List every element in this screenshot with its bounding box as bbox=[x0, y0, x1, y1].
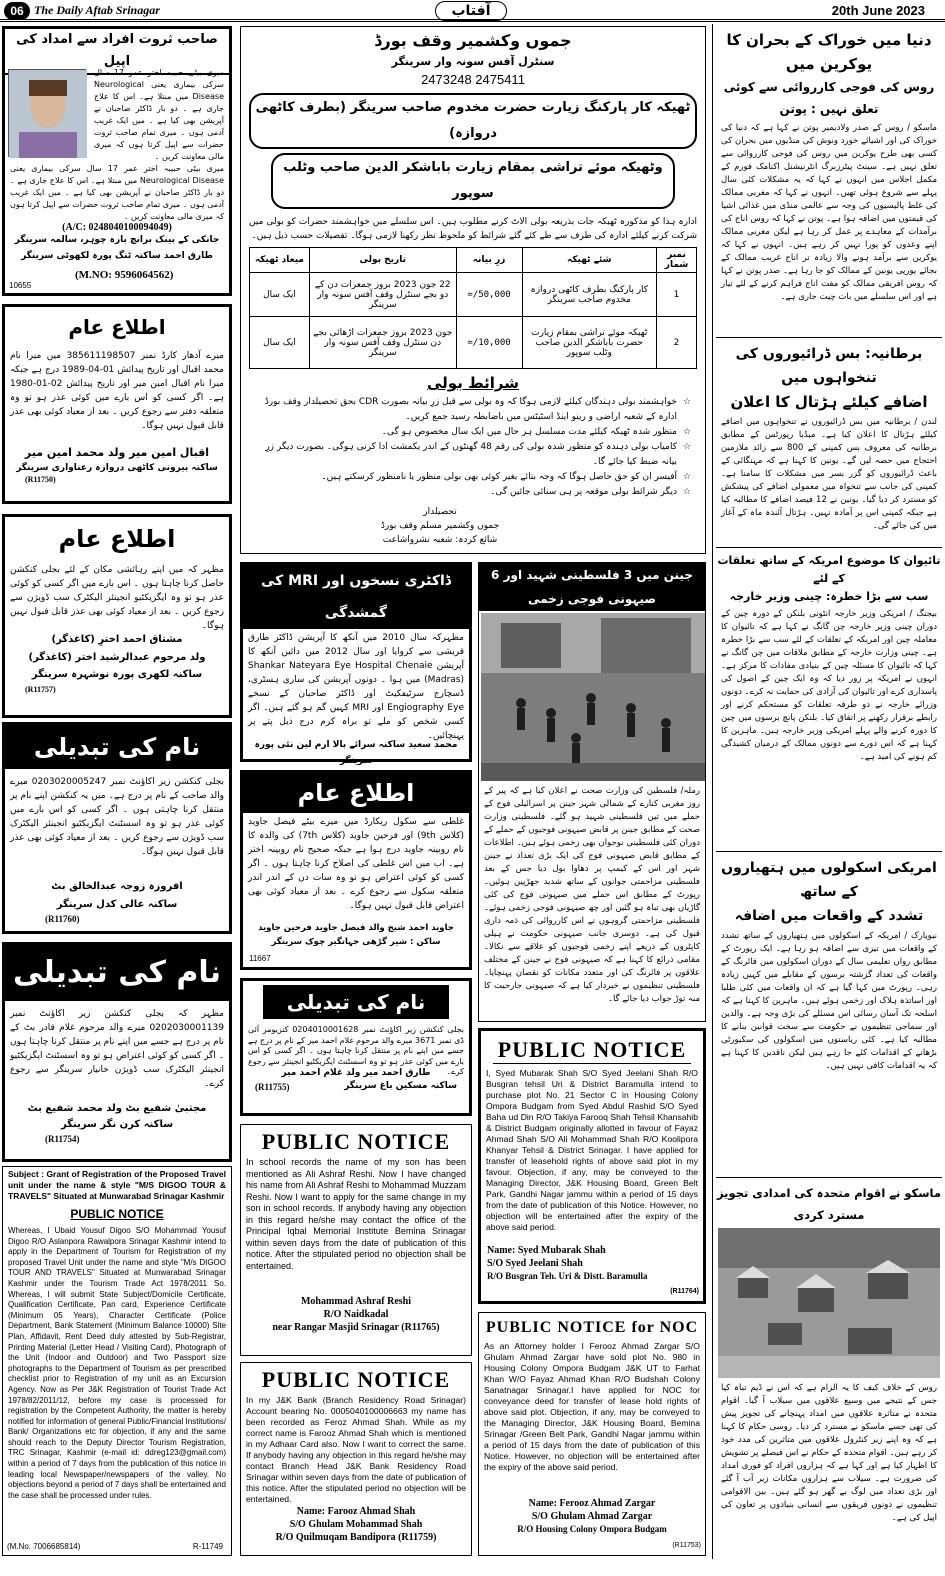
news-taiwan bbox=[716, 552, 942, 852]
flood-aerial-image bbox=[718, 1228, 940, 1378]
appeal-bank: جانکی کے بینک برانچ بارہ چوہر، سالمہ سرینگر bbox=[14, 235, 220, 245]
name-change-afroza-addr: ساکنہ عالی کدل سرینگر bbox=[56, 899, 178, 910]
public-notice-school-urdu bbox=[240, 770, 472, 970]
waqf-table-wrap bbox=[249, 247, 697, 369]
pn-bank-title: PUBLIC NOTICE bbox=[261, 1367, 451, 1392]
name-change-tariq-body: بجلی کنکشن زیر اکاؤنٹ نمبر 0204010001628 کنزیومر آئی ڈی نمبر 3671 میرے والد مرحوم غلام احمد میر کے نام پر درج ہے جسے میں اپنے نام پر منتقل کرنا چاہتا ہوں ۔ اگر کسی کو اس بارے میں کوئی عذر ہو تو وہ اسسٹنٹ ایگزیکٹیو انجینئر سے رجوع کرے۔ bbox=[248, 1025, 464, 1076]
name-change-afroza-ref: (R11760) bbox=[45, 914, 80, 924]
pn-noc-ref: (R11753) bbox=[672, 1542, 701, 1549]
pn-noc-sig3: R/O Housing Colony Ompora Budgam bbox=[517, 1524, 667, 1534]
row1-term: ایک سال bbox=[250, 273, 310, 317]
notice-iqbal-addr: ساکنہ بیرونی کاٹھی دروازہ رعناواری سرینگر bbox=[16, 463, 218, 473]
page-header bbox=[0, 0, 945, 22]
pn-plot-sig1: Name: Syed Mubarak Shah bbox=[487, 1245, 606, 1256]
pn-plot-ref: (R11764) bbox=[670, 1288, 699, 1295]
row2-term: ایک سال bbox=[250, 317, 310, 369]
jenin-body: رملہ/ فلسطین کی وزارت صحت نے اعلان کیا ہے کہ پیر کے روز مغربی کنارے کے شمالی شہر جینن پر اسرائیلی فوج کے حملے میں تین فلسطینی شہید ہو گئے۔ فلسطینی وزارت صحت کے مطابق جینن پر قابض صیہونی فوجیوں کے حملے کے دوران کئی فلسطینی نوجوان بھی زخمی ہوئے ہیں۔ اطلاعات کے مطابق قابض صیہونی فوج کی ایک بڑی تعداد نے جینن شہر اور اس کے کیمپ پر دھاوا بول دیا جس کے بعد فلسطینی مزاحمتی جوانوں کے ساتھ شدید جھڑپیں ہوئیں۔ رپورٹ کے مطابق اس حملے میں صیہونی فوج کی کئی گاڑیاں بھی تباہ ہو گئیں اور چھ صیہونی فوجی زخمی ہوئے۔ فلسطینی مزاحمتی گروہوں نے اس کارروائی کی ذمہ داری قبول کی ہے۔ دوسری جانب صیہونی حکومت نے ہیلی کاپٹروں کے ذریعے اپنے زخمی فوجیوں کو علاقے سے نکالا۔ مقامی ذرائع کا کہنا ہے کہ صیہونی فوج نے جینن کے مختلف علاقوں پر فائرنگ کی اور متعدد مکانات کو نقصان پہنچایا۔ فلسطینی تنظیموں نے خبردار کیا ہے کہ صیہونی جارحیت کا منہ توڑ جواب دیا جائے گا۔ bbox=[484, 786, 700, 1004]
notice-school-urdu-sig: جاوید احمد شیخ والد فیصل جاوید فرحین جاوید bbox=[258, 923, 454, 933]
waqf-signature bbox=[365, 505, 515, 547]
name-change-mujtaba-body: مظہر کہ بجلی کنکشن زیر اکاؤنٹ نمبر 0202030001139 میرے والد مرحوم غلام قادر بٹ کے نام پر درج ہے جسے میں اپنے نام پر منتقل کرنا چاہتا ہوں ۔ اگر کسی کو کوئی اعتراض ہو تو وہ اسسٹنٹ ایگزیکٹیو انجینئر الیکٹرک سب ڈویژن خانیار سرینگر سے رجوع کرے۔ bbox=[10, 1009, 224, 1089]
col-date: تاریخ بولی bbox=[310, 248, 457, 273]
name-change-tariq bbox=[240, 978, 472, 1116]
news-russia bbox=[716, 28, 942, 338]
page-number: 06 bbox=[4, 2, 30, 20]
news-us-schools-headline: امریکی اسکولوں میں ہتھیاروں کے ساتھ bbox=[721, 860, 937, 900]
waqf-sig3: شائع کردہ: شعبہ نشرواشاعت bbox=[382, 535, 498, 545]
news-us-schools bbox=[716, 856, 942, 1178]
appeal-account: (A/C: 0248040100094049) bbox=[62, 222, 172, 233]
news-britain bbox=[716, 342, 942, 548]
doc-lost-title: ڈاکٹری نسخوں اور MRI کی گمشدگی bbox=[243, 565, 469, 629]
public-notice-noc bbox=[478, 1312, 706, 1556]
public-notice-kaghazgar bbox=[2, 514, 232, 718]
public-notice-iqbal bbox=[2, 304, 232, 504]
name-change-mujtaba-title: نام کی تبدیلی bbox=[5, 945, 229, 1001]
news-taiwan-headline: تائیوان کا موضوع امریکہ کے ساتھ تعلقات کے لئے bbox=[717, 554, 941, 585]
notice-school-urdu-body: غلطی سے سکول ریکارڈ میں میرے بیٹے فیصل جاوید (کلاس 9th) اور فرحین جاوید (کلاس 7th) کی والدہ کا نام روبینہ جاوید درج ہوا ہے جبکہ صحیح نام روبینہ اختر ہے۔ اب میں اس غلطی کی اصلاح کرنا چاہتا ہوں ۔ اگر کسی کو کوئی اعتراض ہو تو وہ سات دن کے اندر اندر متعلقہ سکول سے رجوع کرے ۔ بعد از معیاد کوئی بھی اعتراض قابل قبول نہیں ہوگا۔ bbox=[248, 817, 464, 911]
col-deposit: زرِ بیانہ bbox=[456, 248, 522, 273]
waqf-office: سنٹرل آفس سونہ وار سرینگر bbox=[391, 55, 555, 68]
waqf-conditions bbox=[241, 395, 705, 500]
crowd-scene-image bbox=[481, 613, 705, 781]
notice-iqbal-sig: اقبال امین میر ولد محمد امین میر bbox=[24, 446, 210, 459]
waqf-sig1: تحصیلدار bbox=[423, 507, 457, 517]
waqf-lot2: وٹھیکہ موئے تراشی بمقام زیارت باباشکر الدین صاحب وٹلب سوپور bbox=[271, 153, 675, 209]
condition-5: ☆ دیگر شرائط بولی موقعہ پر ہی سنائی جائیں گی۔ bbox=[255, 485, 691, 500]
news-britain-subhead: اضافے کیلئے ہڑتال کا اعلان bbox=[730, 393, 928, 411]
name-change-afroza-body: بجلی کنکشن زیر اکاؤنٹ نمبر 0203020005247 میرے والد صاحب کے نام پر درج ہے۔ میں یہ کنکشن اپنے نام پر منتقل کرنا چاہتی ہوں ۔ اگر کسی کو اس بارے میں کوئی عذر ہو تو وہ اسسٹنٹ ایگزیکٹیو انجینئر الیکٹرک سب ڈویژن سے رجوع کریں ۔ بعد از معیاد کوئی بھی عذر قابل قبول نہیں ہوگا۔ bbox=[10, 777, 225, 857]
pn-bank-body: In my J&K Bank (Branch Residency Road Srinagar) Account bearing No. 0005040100006663 my name has been recorded as Feroz Ahmad Shah. While as my correct name is Farooz Ahmad Shah which is mentioned in my Adhaar Card also. Now I want to correct the same. If anybody having any objection in this regard he/she may contact Branch Head J&K Bank Residency Road Srinagar within seven days from the date of publication of this notice. After the stipulated period no objection will be entertained. bbox=[246, 1395, 466, 1504]
pn-plot-sig3: R/O Busgran Teh. Uri & Distt. Baramulla bbox=[487, 1271, 648, 1281]
notice-iqbal-body: میرے آدھار کارڈ نمبر 385611198507 میں میرا نام محمد اقبال اور تاریخ پیدائش 01-04-1989 درج ہے جبکہ میرا نام اقبال امین میر اور تاریخ پیدائش 02-01-1980 ہے۔ اگر کسی کو اس بارے میں کوئی عذر ہو تو وہ متعلقہ دفتر سے رجوع کریں ۔ بعد از معیاد کوئی بھی عذر قابل قبول نہیں ہوگا۔ bbox=[10, 351, 224, 431]
name-change-mujtaba-sig: مجتبیٰ شفیع بٹ ولد محمد شفیع بٹ bbox=[27, 1103, 207, 1114]
appeal-body-cont-text: میری بیٹی حبیبہ اختر عمر 17 سال سرکی بیماری یعنی Neurological Disease میں مبتلا ہے۔ اس کا علاج جاری ہے ۔ دو بار ڈاکٹر صاحبان نے آپریشن بھی کیا ہے ۔ میں ایک غریب آدمی ہوں ۔ میری تمام صاحب ثروت حضرات سے اپیل کرتا ہوں کہ میری مالی معاونت کریں ۔ bbox=[10, 164, 225, 221]
waqf-board-notice bbox=[240, 26, 706, 554]
name-change-mujtaba bbox=[2, 942, 232, 1162]
notice-iqbal-title: اطلاع عام bbox=[68, 315, 166, 339]
appeal-body: میری بیٹی حبیبہ اختر عمر 17 سال سرکی بیماری یعنی Neurological Disease میں مبتلا ہے۔ اس کا علاج جاری ہے ۔ دو بار ڈاکٹر صاحبان نے آپریشن بھی کیا ہے ۔ میں ایک غریب آدمی ہوں ۔ میری تمام صاحب ثروت حضرات سے اپیل کرتا ہوں کہ میری مالی معاونت کریں ۔ bbox=[94, 68, 225, 161]
news-moscow-headline: ماسکو نے اقوام متحدہ کی امدادی تجویز مسترد کردی bbox=[717, 1186, 941, 1222]
notice-kaghazgar-addr: ساکنہ لکھری پورہ نوشہرہ سرینگر bbox=[31, 669, 203, 680]
appeal-body-cont bbox=[5, 161, 229, 221]
news-us-schools-body: نیویارک / امریکہ کے اسکولوں میں ہتھیاروں کے ساتھ تشدد کے واقعات میں تیزی سے اضافہ ہو رہا ہے۔ ایک رپورٹ کے مطابق رواں تعلیمی سال کے دوران اسکولوں میں فائرنگ کے واقعات کی تعداد گزشتہ برسوں کے مقابلے میں کہیں زیادہ رہی۔ رپورٹ میں کہا گیا ہے کہ ان واقعات میں کئی طلبا اور اساتذہ ہلاک اور زخمی ہوئے ہیں۔ ماہرین کا کہنا ہے کہ اسلحہ تک آسان رسائی اس مسئلے کی بڑی وجہ ہے۔ والدین اور سماجی تنظیموں نے حکومت سے سخت قوانین بنانے کا مطالبہ کیا ہے۔ کئی ریاستوں میں اسکولوں کی سکیورٹی بڑھانے کے اقدامات کئے جا رہے ہیں لیکن ناقدین کا کہنا ہے کہ یہ اقدامات کافی نہیں ہیں۔ bbox=[721, 931, 937, 1071]
pn-plot-title: PUBLIC NOTICE bbox=[493, 1033, 691, 1064]
news-britain-body: لندن / برطانیہ میں بس ڈرائیوروں نے تنخواہوں میں اضافے کیلئے ہڑتال کا اعلان کیا ہے۔ میڈیا رپورٹس کے مطابق برطانیہ کی معروف بس کمپنی کے 800 سے زائد ملازمین احتجاج میں حصہ لیں گے۔ یونین کا کہنا ہے کہ مہنگائی کے باعث ڈرائیوروں کو گزر بسر میں مشکلات کا سامنا ہے۔ کمپنی کی جانب سے تنخواہ میں معمولی اضافے کی پیشکش کو مسترد کر دیا گیا۔ یونین نے 12 فیصد اضافے کا مطالبہ کیا ہے جبکہ کمپنی اس پر آمادہ نہیں۔ ہڑتال آئندہ ماہ کے آغاز میں کی جائے گی۔ bbox=[721, 417, 937, 531]
col-item: شئے ٹھیکہ bbox=[522, 248, 656, 273]
row1-item: کار پارکنگ بطرف کاٹھی دروازہ مخدوم صاحب سرینگر bbox=[522, 273, 656, 317]
pn-bank-sig2: S/O Ghulam Mohammad Shah bbox=[289, 1519, 423, 1530]
notice-school-urdu-addr: ساکن : شیر گڑھی جہانگیر چوک سرینگر bbox=[271, 937, 441, 947]
row1-date: 22 جون 2023 بروز جمعرات دن کے دو بجے سنٹرل وقف آفس سونہ وار سرینگر bbox=[310, 273, 457, 317]
name-change-tariq-title: نام کی تبدیلی bbox=[263, 985, 449, 1019]
appeal-mobile: (M.NO: 9596064562) bbox=[75, 269, 174, 281]
waqf-table-header bbox=[250, 248, 697, 273]
patient-photo bbox=[8, 69, 86, 157]
pn-plot-sig2: S/O Syed Jeelani Shah bbox=[487, 1258, 583, 1269]
notice-school-urdu-title: اطلاع عام bbox=[243, 773, 469, 813]
paper-name: The Daily Aftab Srinagar bbox=[34, 3, 160, 17]
news-russia-headline: دنیا میں خوراک کے بحران کا یوکرین میں bbox=[726, 31, 932, 73]
public-notice-bank bbox=[240, 1362, 472, 1556]
travel-mobile: (M.No. 7006685814) bbox=[7, 1542, 81, 1551]
waqf-table bbox=[249, 247, 697, 369]
name-change-mujtaba-addr: ساکنہ کرن نگر سرینگر bbox=[60, 1119, 174, 1130]
row1-sn: 1 bbox=[657, 273, 697, 317]
travel-subject: Subject : Grant of Registration of the Proposed Travel unit under the name & style "M/S DIGOO TOUR & TRAVELS" Situated at Munwarabad Srinagar Kashmir bbox=[8, 1169, 226, 1201]
condition-3: ☆ کامیاب بولی دہندہ کو منظور شدہ بولی کی رقم 48 گھنٹوں کے اندر یکمشت ادا کرنی ہوگی۔ بصورت دیگر زرِ بیانہ ضبط کیا جائے گا۔ bbox=[255, 440, 691, 470]
row2-item: ٹھیکہ موئے تراشی بمقام زیارت حضرت باباشکر الدین صاحب وٹلب سوپور bbox=[522, 317, 656, 369]
notice-school-urdu-ref: 11667 bbox=[249, 954, 271, 963]
row1-deposit: 50,000/= bbox=[456, 273, 522, 317]
child-portrait-icon bbox=[9, 70, 87, 158]
travel-ref: R-11749 bbox=[192, 1542, 223, 1551]
name-change-tariq-addr: ساکنہ مسکین باغ سرینگر bbox=[344, 1081, 457, 1091]
news-russia-subhead: روس کی فوجی کارروائی سے کوئی تعلق نہیں : پوتن bbox=[723, 80, 935, 116]
appeal-ref: 10655 bbox=[9, 281, 32, 290]
doc-lost-sig: محمد سعید ساکنہ سرائے بالا ارم لین نئی پورہ سرینگر bbox=[254, 740, 458, 766]
name-change-afroza bbox=[2, 722, 232, 934]
row2-sn: 2 bbox=[657, 317, 697, 369]
pn-school-sig1: Mohammad Ashraf Reshi bbox=[300, 1296, 411, 1307]
name-change-mujtaba-ref: (R11754) bbox=[45, 1134, 80, 1144]
jenin-headline: جینن میں 3 فلسطینی شہید اور 6 صیہونی فوجی زخمی bbox=[479, 563, 705, 611]
table-row bbox=[250, 317, 697, 369]
pn-bank-sig1: Name: Farooz Ahmad Shah bbox=[296, 1506, 416, 1517]
appeal-ad bbox=[2, 26, 232, 296]
news-russia-body: ماسکو / روس کے صدر ولادیمیر پوتن نے کہا ہے کہ دنیا کی خوراک کی اور اشیائے خورد ونوش کی منڈیوں میں بحران کی کسی بھی طرح یوکرین میں روس کی فوجی کارروائی سے تعلق نہیں ہے۔ سینٹ پیٹرزبرگ انٹرنیشنل اکنامک فورم کے مکمل اجلاس میں انہوں نے کہا کہ یہ مشکلات کئی سال پہلے سے شروع ہوئی تھیں۔ انہوں نے کہا کہ مغربی ممالک کی غلط پالیسیوں کی وجہ سے عالمی منڈی میں غذائی اشیا کی قیمتوں میں اضافہ ہوا ہے۔ پوتن نے کہا کہ روس اناج کی برآمدات کے معاہدے پر عمل کر رہا ہے لیکن مغربی ممالک اپنے وعدوں کو پورا نہیں کر رہے ہیں۔ انہوں نے کہا کہ یوکرین سے برآمد ہونے والا زیادہ تر اناج غریب ممالک کے بجائے یورپی یونین کے ممالک کو جا رہا ہے۔ صدر پوتن نے کہا کہ روس افریقی ممالک کو مفت اناج فراہم کرنے کے لئے تیار ہے اور اس سلسلے میں بات چیت جاری ہے۔ bbox=[721, 123, 937, 302]
pn-noc-title: PUBLIC NOTICE for NOC bbox=[485, 1319, 699, 1336]
public-notice-school-english bbox=[240, 1124, 472, 1356]
pn-school-sig2: R/O Naidkadal bbox=[323, 1309, 389, 1320]
public-notice-plot bbox=[478, 1028, 706, 1304]
condition-4: ☆ آفیسر ان کو حق حاصل ہوگا کہ وجہ بتائے بغیر کوئی بھی بولی منظور یا نامنظور کرسکتے ہیں۔ bbox=[255, 470, 691, 485]
news-moscow bbox=[716, 1182, 942, 1556]
news-britain-headline: برطانیہ: بس ڈرائیوروں کی تنخواہوں میں bbox=[735, 346, 923, 386]
masthead-logo: آفتاب bbox=[435, 1, 507, 21]
waqf-title: جموں وکشمیر وقف بورڈ bbox=[374, 31, 572, 50]
appeal-name: طارق احمد ساکنہ ٹنگ پورہ لکھوٹی سرینگر bbox=[21, 251, 213, 261]
notice-iqbal-ref: (R11750) bbox=[25, 475, 56, 484]
jenin-photo bbox=[481, 613, 703, 781]
travel-unit-notice bbox=[2, 1166, 232, 1556]
name-change-afroza-title: نام کی تبدیلی bbox=[5, 725, 229, 769]
pn-noc-sig1: Name: Ferooz Ahmad Zargar bbox=[528, 1498, 656, 1509]
pn-noc-sig2: S/O Ghulam Ahmad Zargar bbox=[531, 1511, 653, 1522]
name-change-tariq-footer bbox=[243, 1081, 469, 1094]
notice-kaghazgar-body: مظہر کہ میں اپنے رہائشی مکان کے لئے بجلی کنکشن حاصل کرنا چاہتا ہوں ۔ اس بارے میں اگر کسی کو کوئی عذر ہو تو وہ ایگزیکٹیو انجینئر الیکٹرک سب ڈویژن سے رجوع کریں ۔ بعد از معیاد کوئی بھی عذر قابل قبول نہیں ہوگا۔ bbox=[10, 565, 224, 631]
col-term: میعاد ٹھیکہ bbox=[250, 248, 310, 273]
travel-title: PUBLIC NOTICE bbox=[70, 1207, 164, 1221]
appeal-title: صاحب ثروت افراد سے امداد کی اپیل bbox=[5, 29, 229, 75]
waqf-sig2: جموں وکشمیر مسلم وقف بورڈ bbox=[380, 521, 500, 531]
col-sn: نمبر شمار bbox=[657, 248, 697, 273]
table-row bbox=[250, 273, 697, 317]
waqf-intro: ادارہ ہذا کو مذکورہ ٹھیکہ جات بذریعہ بولی الاٹ کرنے مطلوب ہیں۔ اس سلسلے میں خواہشمند حضرات کو بولی میں شرکت کرنے کیلئے ادارہ کی طرف سے طے کئے گئے شرائط کو ملحوظ نظر رکھنا لازمی ہوگا۔ تفصیلات حسب ذیل ہیں۔ bbox=[249, 217, 697, 241]
pn-school-title: PUBLIC NOTICE bbox=[261, 1129, 451, 1154]
row2-deposit: 10,000/= bbox=[456, 317, 522, 369]
name-change-afroza-sig: افروزہ زوجہ عبدالخالق بٹ bbox=[51, 881, 183, 892]
news-us-schools-subhead: تشدد کے واقعات میں اضافہ bbox=[734, 908, 924, 924]
issue-date: 20th June 2023 bbox=[831, 3, 925, 18]
condition-2: ☆ منظور شدہ ٹھیکہ کیلئے مدت مسلسل ہر حال میں ایک سال مخصوص ہو گی۔ bbox=[255, 425, 691, 440]
pn-noc-body: As an Attorney holder I Ferooz Ahmad Zargar S/O Ghulam Ahmad Zargar have sold plot No. 980 in Housing Colony Ompora Budgam J&K UT to Farhat Khan W/O Fayaz Ahmad Khan R/O Budshah Colony Sanatnagar Srinagar.I have applied for NOC for conveyance deed for transfer of lease hold rights of above said plot. Objection, if any, may be conveyed to the Managing Director, J&K Housing Board, Bemina Srinagar /Green Belt Park, Gandhi Nagar jammu within a period of 15 days from the date of publication of this Notice. However, no objection will be entertained after the expiry of the above said period. bbox=[484, 1341, 700, 1472]
flood-photo bbox=[718, 1228, 940, 1378]
notice-kaghazgar-sig2: ولد مرحوم عبدالرشید اختر (کاغذگر) bbox=[28, 652, 206, 663]
pn-school-body: In school records the name of my son has been mentioned as Ali Ashraf Reshi. Now I have changed his name from Ali Ashraf Reshi to Mohammad Muzzam Reshi. Now I want to apply for the same change in my son in school records. If anybody having any objection in this regard he/she may contact the office of the Principal Iqbal Memorial Institute Bemina Srinagar within seven days from the date of publication of this notice. After the stipulated period no objection shall be entertained. bbox=[246, 1157, 466, 1271]
doc-lost-body: مظہرکہ سال 2010 میں آنکھ کا آپریشن ڈاکٹر طارق قریشی سے کروایا اور سال 2012 میں دائیں آنکھ کا آپریشن Shankar Nateyara Eye Hospital Chenaie (Madras) میں ہوا ۔ دونوں آپریشن کی ساری ہسٹری، ڈسچارج سرٹیفکیٹ اور ڈاکٹر صاحبان کے نسخے Engiography Eye اور MRI کہیں گم ہو گئے ہیں۔ اگر کسی شخص کو ملے تو براہ کرم درج ذیل پتے پر پہنچائیں۔ bbox=[248, 633, 464, 741]
column-divider bbox=[712, 24, 713, 1559]
name-change-tariq-sig: طارق احمد میر ولد غلام احمد میر bbox=[281, 1068, 431, 1078]
news-taiwan-subhead: سب سے بڑا خطرہ: چینی وزیر خارجہ bbox=[729, 590, 929, 603]
news-moscow-body: روس کے خلاف کیف کا یہ الزام ہے کہ اس نے ڈیم تباہ کیا جس کے نتیجے میں وسیع علاقوں میں سیلاب آ گیا۔ اقوام متحدہ نے متاثرہ علاقوں میں امداد پہنچانے کی تجویز پیش کی تھی جسے ماسکو نے مسترد کر دیا۔ روسی حکام کا کہنا ہے کہ وہ اپنے زیر کنٹرول علاقوں میں متاثرین کی مدد خود کر رہے ہیں۔ اقوام متحدہ کے حکام نے اس فیصلے پر تشویش کا اظہار کیا ہے اور کہا ہے کہ ہزاروں افراد کو فوری امداد کی ضرورت ہے۔ سیلاب سے ہزاروں مکانات زیر آب آ گئے اور بڑی تعداد میں لوگ بے گھر ہو گئے ہیں۔ بین الاقوامی تنظیموں نے دونوں فریقوں سے انسانی بنیادوں پر تعاون کی اپیل کی ہے۔ bbox=[721, 1383, 937, 1523]
waqf-lot1: ٹھیکہ کار پارکنگ زیارت حضرت مخدوم صاحب سرینگر (بطرف کاٹھی دروازہ) bbox=[249, 93, 697, 149]
row2-date: جون 2023 بروز جمعرات اڑھائی بجے دن سنٹرل وقف آفس سونہ وار سرینگر bbox=[310, 317, 457, 369]
waqf-phones: 2473248 2475411 bbox=[421, 72, 525, 87]
pn-school-sig3: near Rangar Masjid Srinagar (R11765) bbox=[272, 1322, 440, 1333]
travel-body: Whereas, I Ubaid Yousuf Digoo S/O Mohammad Yousuf Digoo R/O Aslanpora Rawalpora Srinagar Kashmir intend to apply in the Department of Tourism for Registration of my proposed Travel Unit under the name and style "M/s DIGOO TOUR AND TRAVELS" Situated at Munwarabad Srinagar Kashmir under the Tourism Trade Act 1978/2011 So. Whereas, I will submit State Subject/Domicile Certificate, Qualification Certificate, Pan card, Experience Certificate (Minimum 05 Years), Character Certificate (Police Department, Bank Statement (Minimum Balance 10000) Site Plan, Affidavit, Rent Deed duly attested by Sub-Registrar, Printing Material (Letter Head / Visiting Card), Photograph of the Unit (Indoor and Outdoor) and Two Passport size photographs to the Department of Tourism as per prescribed checklist prior to Registration of my unit as an Excursion Agency. Now as Per J&K Registration of Tourist Trade Act 1978/82/2011/12, before my case is processed for registration by the Competent Authority, the matter is hereby notified for information of general Public/Financial Institutions/ Bank/ Organizations etc for objection, if any and the same should reach to the Deputy Director Tourism Registration, TRC Srinagar, Kashmir (e-mail id: ddreg123@gmail.com) within a period of 7 days from the publication of this notice in leading local Newspaper/newspapers of the valley. No objections beyond a period of 7 days shall be entertained and the case shall be processed under rules. bbox=[8, 1226, 226, 1500]
doctor-prescription-lost bbox=[240, 562, 472, 766]
pn-plot-body: I, Syed Mubarak Shah S/O Syed Jeelani Shah R/O Busgran tehsil Uri & District Baramulla intend to purchase plot No. 21 Sector C in Housing Colony Ompora Budgam from Syed Abdul Rashid S/O Syed Baha ud Din R/O Takiya Farooq Shah Tehsil Khansahib & District Budgam originally allotted in favour of Fayaz Ahmad Shah S/O Ali Mohammad Shah R/O Koolipora Khanyar Tehsil & District Srinagar. I have applied for transfer of leasehold rights of above said plot in my favour. Objection, if any, may be conveyed to the Managing Director, J&K Housing Board, Green Belt Park, Gandhi Nagar jammu within a period of 15 days from the date of publication of this Notice. However, no objection will be entertained after the expiry of the above said period. bbox=[486, 1068, 698, 1232]
waqf-conditions-title: شرائط بولی bbox=[427, 374, 519, 392]
condition-1: ☆ خواہشمند بولی دہندگان کیلئے لازمی ہوگا کہ وہ بولی سے قبل زرِ بیانہ بصورت CDR بحق تحصیلدار وقف بورڈ ادارہ کے شعبہ اراضی و رینو اینڈ اسٹیٹس میں باضابطہ رسید جمع کریں۔ bbox=[255, 395, 691, 425]
news-taiwan-body: بیجنگ / امریکی وزیر خارجہ انٹونی بلنکن کے دورہ چین کے دوران چینی وزیر خارجہ چن گانگ نے کہا ہے کہ تائیوان کا معاملہ چین اور امریکہ کے تعلقات کے لئے سب سے بڑا خطرہ ہے۔ چینی وزارت خارجہ کے مطابق ملاقات میں چن گانگ نے کہا کہ تائیوان کا مسئلہ چین کے بنیادی مفادات کا مرکز ہے۔ انہوں نے امریکہ پر زور دیا کہ وہ ایک چین کے اصول کی پاسداری کرے اور تائیوان کی آزادی کی حمایت نہ کرے۔ دونوں وزرائے خارجہ نے دو طرفہ تعلقات کو مستحکم کرنے اور رابطے برقرار رکھنے پر اتفاق کیا۔ بلنکن پانچ برسوں میں چین کا دورہ کرنے والے پہلے امریکی وزیر خارجہ ہیں۔ ماہرین کا کہنا ہے کہ اس دورے سے دونوں ممالک کے درمیان کشیدگی کم ہونے کی امید ہے۔ bbox=[721, 609, 937, 762]
notice-kaghazgar-ref: (R11757) bbox=[25, 685, 56, 694]
name-change-tariq-ref: (R11755) bbox=[255, 1082, 290, 1092]
pn-bank-sig3: R/O Quilmuqam Bandipora (R11759) bbox=[275, 1532, 437, 1543]
jenin-news bbox=[478, 562, 706, 1022]
notice-kaghazgar-title: اطلاع عام bbox=[58, 525, 176, 553]
notice-kaghazgar-sig1: مشتاق احمد اخترِ (کاغذگر) bbox=[51, 634, 183, 645]
